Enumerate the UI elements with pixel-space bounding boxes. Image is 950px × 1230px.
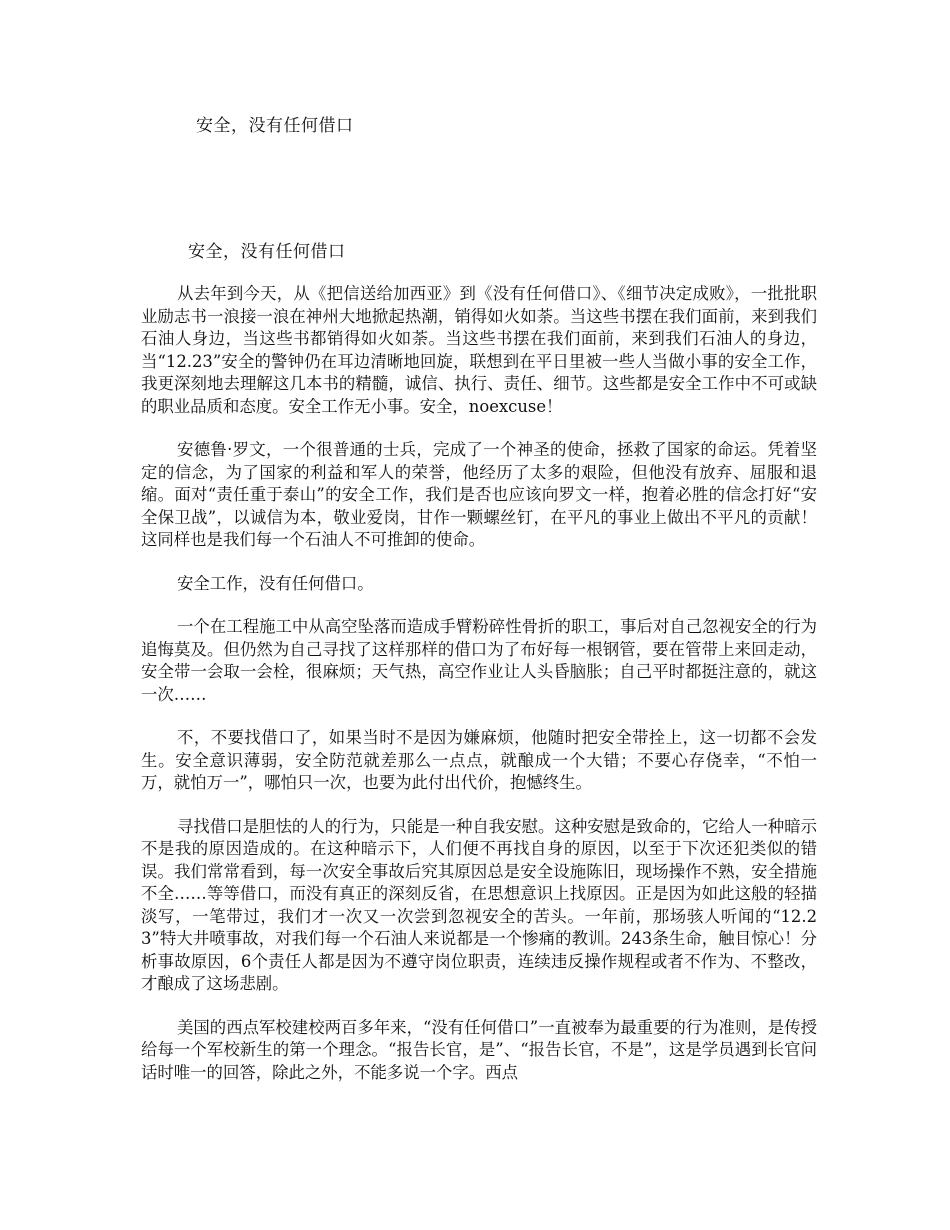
- paragraph-4: 一个在工程施工中从高空坠落而造成手臂粉碎性骨折的职工，事后对自己忽视安全的行为追悔莫及。但仍然为自己寻找了这样那样的借口为了布好每一根钢管，要在管带上来回走动，安全带一会取一会栓，很麻烦；天气热，高空作业让人头昏脑胀；自己平时都挺注意的，就这一次……: [141, 617, 817, 704]
- paragraph-7: 美国的西点军校建校两百多年来，“没有任何借口”一直被奉为最重要的行为准则，是传授给每一个军校新生的第一个理念。“报告长官，是”、“报告长官，不是”，这是学员遇到长官问话时唯一的回答，除此之外，不能多说一个字。西点: [141, 1017, 817, 1082]
- header-title: 安全，没有任何借口: [196, 116, 354, 136]
- paragraph-3: 安全工作，没有任何借口。: [177, 573, 374, 593]
- paragraph-2: 安德鲁·罗文，一个很普通的士兵，完成了一个神圣的使命，拯救了国家的命运。凭着坚定的信念，为了国家的利益和军人的荣誉，他经历了太多的艰险，但他没有放弃、屈服和退缩。面对“责任重于泰山”的安全工作，我们是否也应该向罗文一样，抱着必胜的信念打好“安全保卫战”，以诚信为本，敬业爱岗，甘作一颗螺丝钉，在平凡的事业上做出不平凡的贡献！这同样也是我们每一个石油人不可推卸的使命。: [141, 440, 817, 549]
- paragraph-6: 寻找借口是胆怯的人的行为，只能是一种自我安慰。这种安慰是致命的，它给人一种暗示不是我的原因造成的。在这种暗示下，人们便不再找自身的原因，以至于下次还犯类似的错误。我们常常看到，每一次安全事故后究其原因总是安全设施陈旧，现场操作不熟，安全措施不全……等等借口，而没有真正的深刻反省，在思想意识上找原因。正是因为如此这般的轻描淡写，一笔带过，我们才一次又一次尝到忽视安全的苦头。一年前，那场骇人听闻的“12.23”特大井喷事故，对我们每一个石油人来说都是一个惨痛的教训。243条生命，触目惊心！分析事故原因，6个责任人都是因为不遵守岗位职责，连续违反操作规程或者不作为、不整改，才酿成了这场悲剧。: [141, 816, 817, 993]
- paragraph-5: 不，不要找借口了，如果当时不是因为嫌麻烦，他随时把安全带拴上，这一切都不会发生。安全意识薄弱，安全防范就差那么一点点，就酿成一个大错；不要心存侥幸，“不怕一万，就怕万一”，哪怕只一次，也要为此付出代价，抱憾终生。: [141, 728, 817, 792]
- document-body: [141, 283, 817, 1105]
- paragraph-1: 从去年到今天，从《把信送给加西亚》到《没有任何借口》、《细节决定成败》，一批批职业励志书一浪接一浪在神州大地掀起热潮，销得如火如荼。当这些书摆在我们面前，来到我们石油人身边，当这些书都销得如火如荼。当这些书摆在我们面前，来到我们石油人的身边，当“12.23”安全的警钟仍在耳边清晰地回旋，联想到在平日里被一些人当做小事的安全工作，我更深刻地去理解这几本书的精髓，诚信、执行、责任、细节。这些都是安全工作中不可或缺的职业品质和态度。安全工作无小事。安全，noexcuse！: [141, 284, 817, 416]
- document-title: 安全，没有任何借口: [188, 242, 346, 262]
